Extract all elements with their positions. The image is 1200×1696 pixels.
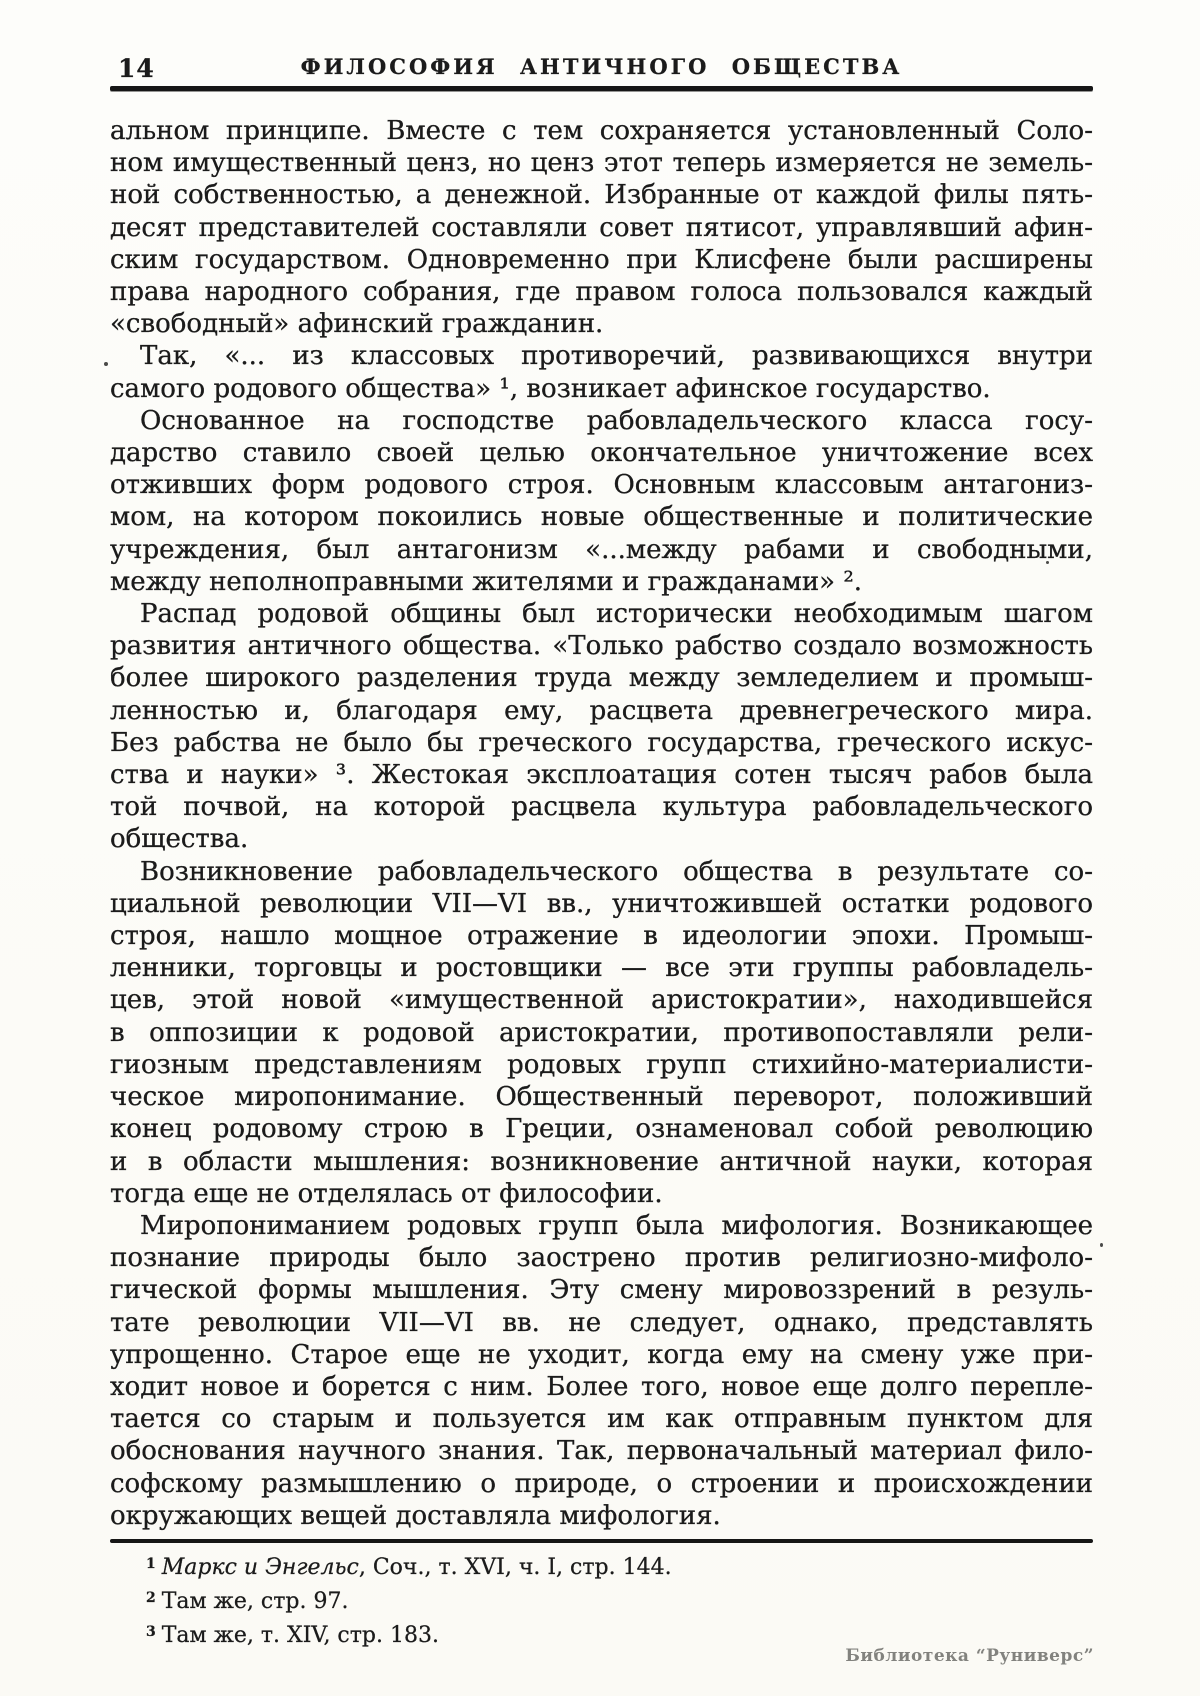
text-line: мом, на котором покоились новые общественные и политические (110, 502, 1093, 533)
text-line: тается со старым и пользуется им как отправным пунктом для (110, 1404, 1093, 1435)
footnote (110, 1583, 1093, 1617)
text-line: цев, этой новой «имущественной аристократии», находившейся (110, 985, 1093, 1016)
text-line: ленники, торговцы и ростовщики — все эти группы рабовладель- (110, 953, 1093, 984)
footnote (110, 1549, 1093, 1583)
text-line: циальной революции VII—VI вв., уничтожившей остатки родового (110, 888, 1093, 919)
text-line: той почвой, на которой расцвела культура рабовладельческого (110, 792, 1093, 823)
text-line: более широкого разделения труда между земледелием и промыш- (110, 663, 1093, 694)
text-line: Миропониманием родовых групп была мифология. Возникающее (140, 1210, 1093, 1241)
text-line: ной собственностью, а денежной. Избранные от каждой филы пять- (110, 180, 1093, 211)
text-line: софскому размышлению о природе, о строении и происхождении (110, 1468, 1093, 1499)
text-line: Основанное на господстве рабовладельческого класса госу- (140, 405, 1093, 436)
text-line: гиозным представлениям родовых групп стихийно-материалисти- (110, 1049, 1093, 1080)
text-line: «свободный» афинский гражданин. (110, 309, 604, 340)
text-line: конец родовому строю в Греции, ознаменовал собой революцию (110, 1114, 1093, 1145)
running-title: ФИЛОСОФИЯ АНТИЧНОГО ОБЩЕСТВА (300, 54, 903, 79)
scan-speck (104, 362, 108, 366)
text-line: отживших форм родового строя. Основным классовым антагониз- (110, 470, 1093, 501)
text-line: ским государством. Одновременно при Клисфене были расширены (110, 244, 1093, 275)
footnote-marker: 3 (146, 1623, 156, 1640)
text-line: Так, «... из классовых противоречий, развивающихся внутри (140, 341, 1093, 372)
text-line: окружающих вещей доставляла мифология. (110, 1500, 721, 1531)
footnote-text: Там же, т. XIV, стр. 183. (161, 1622, 439, 1648)
text-line: строя, нашло мощное отражение в идеологии эпохи. Промыш- (110, 921, 1093, 952)
scan-speck (1100, 1243, 1103, 1247)
text-line: права народного собрания, где правом голоса пользовался каждый (110, 277, 1093, 308)
running-header (110, 54, 1093, 86)
page-content (110, 0, 1093, 1651)
text-line: учреждения, был антагонизм «...между рабами и свободными, (110, 534, 1093, 565)
text-line: обоснования научного знания. Так, первоначальный материал фило- (110, 1436, 1093, 1467)
text-line: тате революции VII—VI вв. не следует, однако, представлять (110, 1307, 1093, 1338)
text-line: ном имущественный ценз, но ценз этот теперь измеряется не земель- (110, 148, 1093, 179)
text-line: самого родового общества» ¹, возникает афинское государство. (110, 373, 991, 404)
footnote-author: Маркс и Энгельс (161, 1554, 359, 1580)
text-line: между неполноправными жителями и гражданами» ². (110, 566, 863, 597)
text-line: развития античного общества. «Только рабство создало возможность (110, 631, 1093, 662)
text-line: гической формы мышления. Эту смену мировоззрений в резуль- (110, 1275, 1093, 1306)
footnote-rule (110, 1539, 1093, 1543)
text-line: альном принципе. Вместе с тем сохраняется установленный Соло- (110, 116, 1093, 146)
text-line: познание природы было заострено против религиозно-мифоло- (110, 1243, 1093, 1274)
text-line: Без рабства не было бы греческого государства, греческого искус- (110, 727, 1093, 758)
text-line: тогда еще не отделялась от философии. (110, 1178, 663, 1209)
text-line: ства и науки» ³. Жестокая эксплоатация сотен тысяч рабов была (110, 760, 1093, 791)
text-line: дарство ставило своей целью окончательное уничтожение всех (110, 438, 1093, 469)
footnotes (110, 1549, 1093, 1651)
footnote-marker: 1 (146, 1555, 156, 1572)
footnote-text: Там же, стр. 97. (161, 1588, 349, 1614)
text-line: общества. (110, 824, 249, 855)
text-line: Распад родовой общины был исторически необходимым шагом (140, 599, 1093, 630)
library-watermark: Библиотека “Руниверс” (845, 1646, 1094, 1666)
text-line: десят представителей составляли совет пятисот, управлявший афин- (110, 212, 1093, 243)
text-line: ленностью и, благодаря ему, расцвета древнегреческого мира. (110, 695, 1093, 726)
text-line: Возникновение рабовладельческого общества в результате со- (140, 856, 1093, 887)
text-line: ходит новое и борется с ним. Более того, новое еще долго перепле- (110, 1371, 1093, 1402)
text-line: в оппозиции к родовой аристократии, противопоставляли рели- (110, 1017, 1093, 1048)
text-line: ческое миропонимание. Общественный переворот, положивший (110, 1082, 1093, 1113)
text-line: упрощенно. Старое еще не уходит, когда ему на смену уже при- (110, 1339, 1093, 1370)
text-line: и в области мышления: возникновение античной науки, которая (110, 1146, 1093, 1177)
footnote-text: , Соч., т. XVI, ч. I, стр. 144. (358, 1554, 672, 1580)
body-text (110, 115, 1093, 1532)
page-number: 14 (118, 54, 155, 83)
footnote-marker: 2 (146, 1589, 156, 1606)
header-rule (110, 86, 1093, 91)
